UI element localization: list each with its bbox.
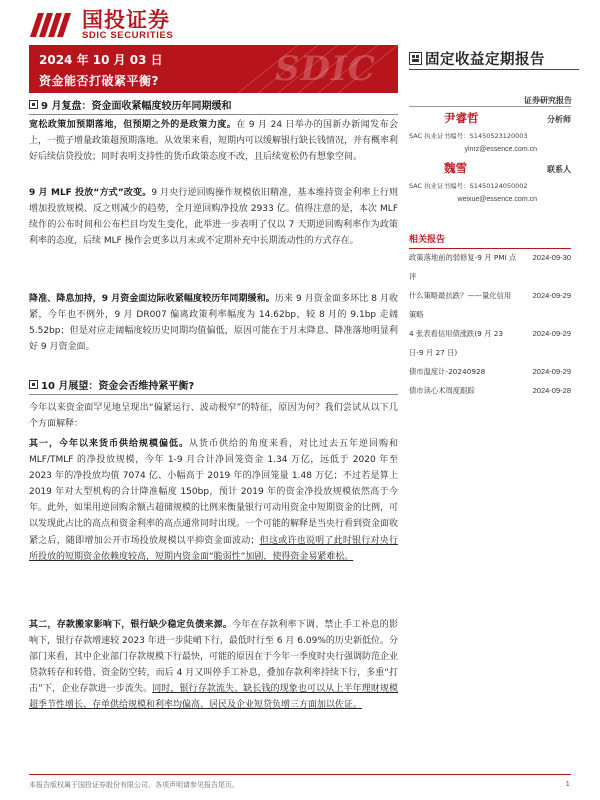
paragraph-supply — [29, 436, 398, 565]
related-report-date: 2024-09-30 — [532, 253, 571, 262]
section-heading-october — [29, 377, 398, 395]
paragraph-lead: 宽松政策加预期落地，但预期之外的是政策力度。 — [29, 120, 237, 130]
report-type-label: 固定收益定期报告 — [425, 52, 545, 68]
logo-name-en: SDIC SECURITIES — [82, 30, 174, 41]
related-report-item[interactable] — [409, 362, 571, 381]
related-report-item[interactable] — [409, 324, 571, 362]
related-report-date: 2024-09-28 — [532, 386, 571, 395]
related-report-date: 2024-09-29 — [532, 367, 571, 376]
paragraph-lead: 其一，今年以来货币供给规模偏低。 — [29, 439, 189, 449]
related-report-date: 2024-09-29 — [532, 291, 571, 300]
footer-divider — [29, 774, 571, 775]
related-report-date: 2024-09-29 — [532, 329, 571, 338]
related-report-title: 4 张表看信用债涨跌(9 月 23日-9 月 27 日) — [409, 329, 504, 357]
paragraph-lead: 其二，存款搬家影响下，银行缺少稳定负债来源。 — [29, 620, 233, 630]
related-reports-list — [409, 248, 571, 400]
footer-disclaimer: 本报告版权属于国投证券股份有限公司，各项声明请参见报告尾页。 — [29, 781, 239, 789]
section-heading-september — [29, 97, 398, 115]
related-reports-title: 相关报告 — [409, 232, 571, 249]
report-type-icon — [409, 52, 422, 65]
title-banner — [29, 45, 398, 93]
report-title: 资金能否打破紧平衡? — [39, 74, 159, 88]
section-heading-text: 10 月展望：资金会否维持紧平衡? — [41, 381, 195, 392]
analyst-name: 尹睿哲 — [444, 111, 479, 125]
paragraph-policy — [29, 117, 398, 165]
contact-email[interactable]: weixue@essence.com.cn — [457, 196, 537, 203]
paragraph-lead: 9 月 MLF 投放“方式”改变。 — [29, 188, 152, 198]
research-label: 证券研究报告 — [524, 96, 572, 105]
company-logo — [30, 9, 173, 41]
paragraph-lead: 降准、降息加持，9 月资金面边际收紧幅度较历年同期缓和。 — [29, 294, 275, 304]
analyst-card — [409, 110, 571, 153]
banner-watermark: SDIC — [274, 49, 376, 89]
paragraph-intro — [29, 400, 398, 432]
related-report-title: 什么策略最抗跌？——量化信用策略 — [409, 291, 512, 319]
page-number: 1 — [565, 780, 570, 788]
paragraph-deposits — [29, 617, 398, 714]
paragraph-rate-cut — [29, 291, 398, 355]
related-report-item[interactable] — [409, 248, 571, 286]
paragraph-body: 在 9 月 24 日举办的国新办新闻发布会上，一揽子增量政策超预期落地。从效果来看，短期内可以缓解银行缺长钱情况，并有概率利好后续信贷投放；同时表明支持性的货币政策态度不改，且后续宽松仍有想象空间。 — [29, 120, 399, 163]
paragraph-underline: 同时，银行存款流失、缺长钱的现象也可以从上半年理财规模超季节性增长、存单供给规模和利率均偏高、居民及企业短贷负增三方面加以佐证。 — [29, 684, 398, 711]
section-bullet-icon — [29, 100, 38, 109]
section-heading-text: 9 月复盘：资金面收紧幅度较历年同期缓和 — [41, 101, 232, 112]
analyst-email[interactable]: yinrz@essence.com.cn — [464, 146, 537, 153]
analyst-role: 分析师 — [547, 115, 571, 124]
contact-name: 魏雪 — [444, 161, 467, 175]
paragraph-mlf — [29, 185, 398, 249]
report-date: 2024 年 10 月 03 日 — [39, 53, 163, 67]
right-divider — [409, 106, 571, 107]
section-bullet-icon — [29, 380, 38, 389]
paragraph-body: 历来 9 月资金面多环比 8 月收紧，今年也不例外，9 月 DR007 偏离政策利率幅度为 14.62bp，较 8 月的 9.1bp 走阔 5.52bp；但是对应走阔幅度较历史同期均值偏低，原因可能在于月末降息、降准落地明显利好 9 月资金面。 — [29, 294, 398, 353]
related-report-item[interactable] — [409, 381, 571, 400]
logo-stripes-icon — [30, 13, 76, 37]
paragraph-underline: 但这或许也说明了此时银行对央行所投放的短期资金依赖度较高，短期内资金面“脆弱性”加剧，使得资金易紧难松。 — [29, 535, 398, 562]
related-report-title: 债市读心术周度跟踪 — [409, 386, 475, 395]
related-report-title: 债市温度计-20240928 — [409, 367, 486, 376]
related-report-title: 政策落地前的弱修复-9 月 PMI 点评 — [409, 253, 517, 281]
paragraph-body: 从货币供给的角度来看，对比过去五年逆回购和 MLF/TMLF 的净投放规模，今年 1-9 月合计净回笼资金 1.34 万亿，远低于 2020 年至 2023 年的净投放均值 7074 亿、小幅高于 2019 年的净回笼量 1.48 万亿；不过若是算上 2019 年对大型机构的合计降准幅度 150bp，预计 2019 年的资金净投放规模依然高于今年。此外，如果用逆回购余额占超储规模的比例来衡量银行可动用资金中短期资金的比例，可以发现此占比的高点和资金利率的高点通常同时出现。一个可能的解释是当央行看到资金面收紧之后，随即增加公开市场投放规模以平抑资金面波动； — [29, 439, 399, 546]
paragraph-body: 今年在存款利率下调、禁止手工补息的影响下，银行存款增速较 2023 年进一步陡峭下行，最低时行至 6 月 6.09%的历史新低位。分部门来看，其中企业部门存款规模下行最快，可能的原因在于今年一季度时央行强调防范企业贷款转存和转借、资金防空转，而后 4 月又叫停手工补息，叠加存款利率持续下行，多重“打击”下，企业存款进一步流失。 — [29, 620, 399, 695]
contact-sac: SAC 执业证书编号：S1450124050002 — [409, 182, 528, 190]
paragraph-body: 9 月央行逆回购操作规模依旧精准，基本维持资金利率上行则增加投放规模、反之则减少的趋势，全月逆回购净投放 2933 亿。值得注意的是，本次 MLF 续作的公布时间和公布栏目均发生变化，此举进一步表明了仅以 7 天期逆回购利率作为政策利率的态度，后续 MLF 操作会更多以月末或不定期补充中长期流动性的方式存在。 — [29, 188, 398, 247]
logo-name-cn: 国投证券 — [82, 8, 170, 32]
analyst-sac: SAC 执业证书编号：S1450523120003 — [409, 132, 528, 140]
contact-card — [409, 160, 571, 203]
related-report-item[interactable] — [409, 286, 571, 324]
contact-role: 联系人 — [547, 165, 571, 174]
report-type-header — [409, 48, 579, 70]
paragraph-body: 今年以来资金面罕见地呈现出“偏紧运行、波动极窄”的特征，原因为何？我们尝试从以下几个方面解释： — [29, 403, 398, 430]
